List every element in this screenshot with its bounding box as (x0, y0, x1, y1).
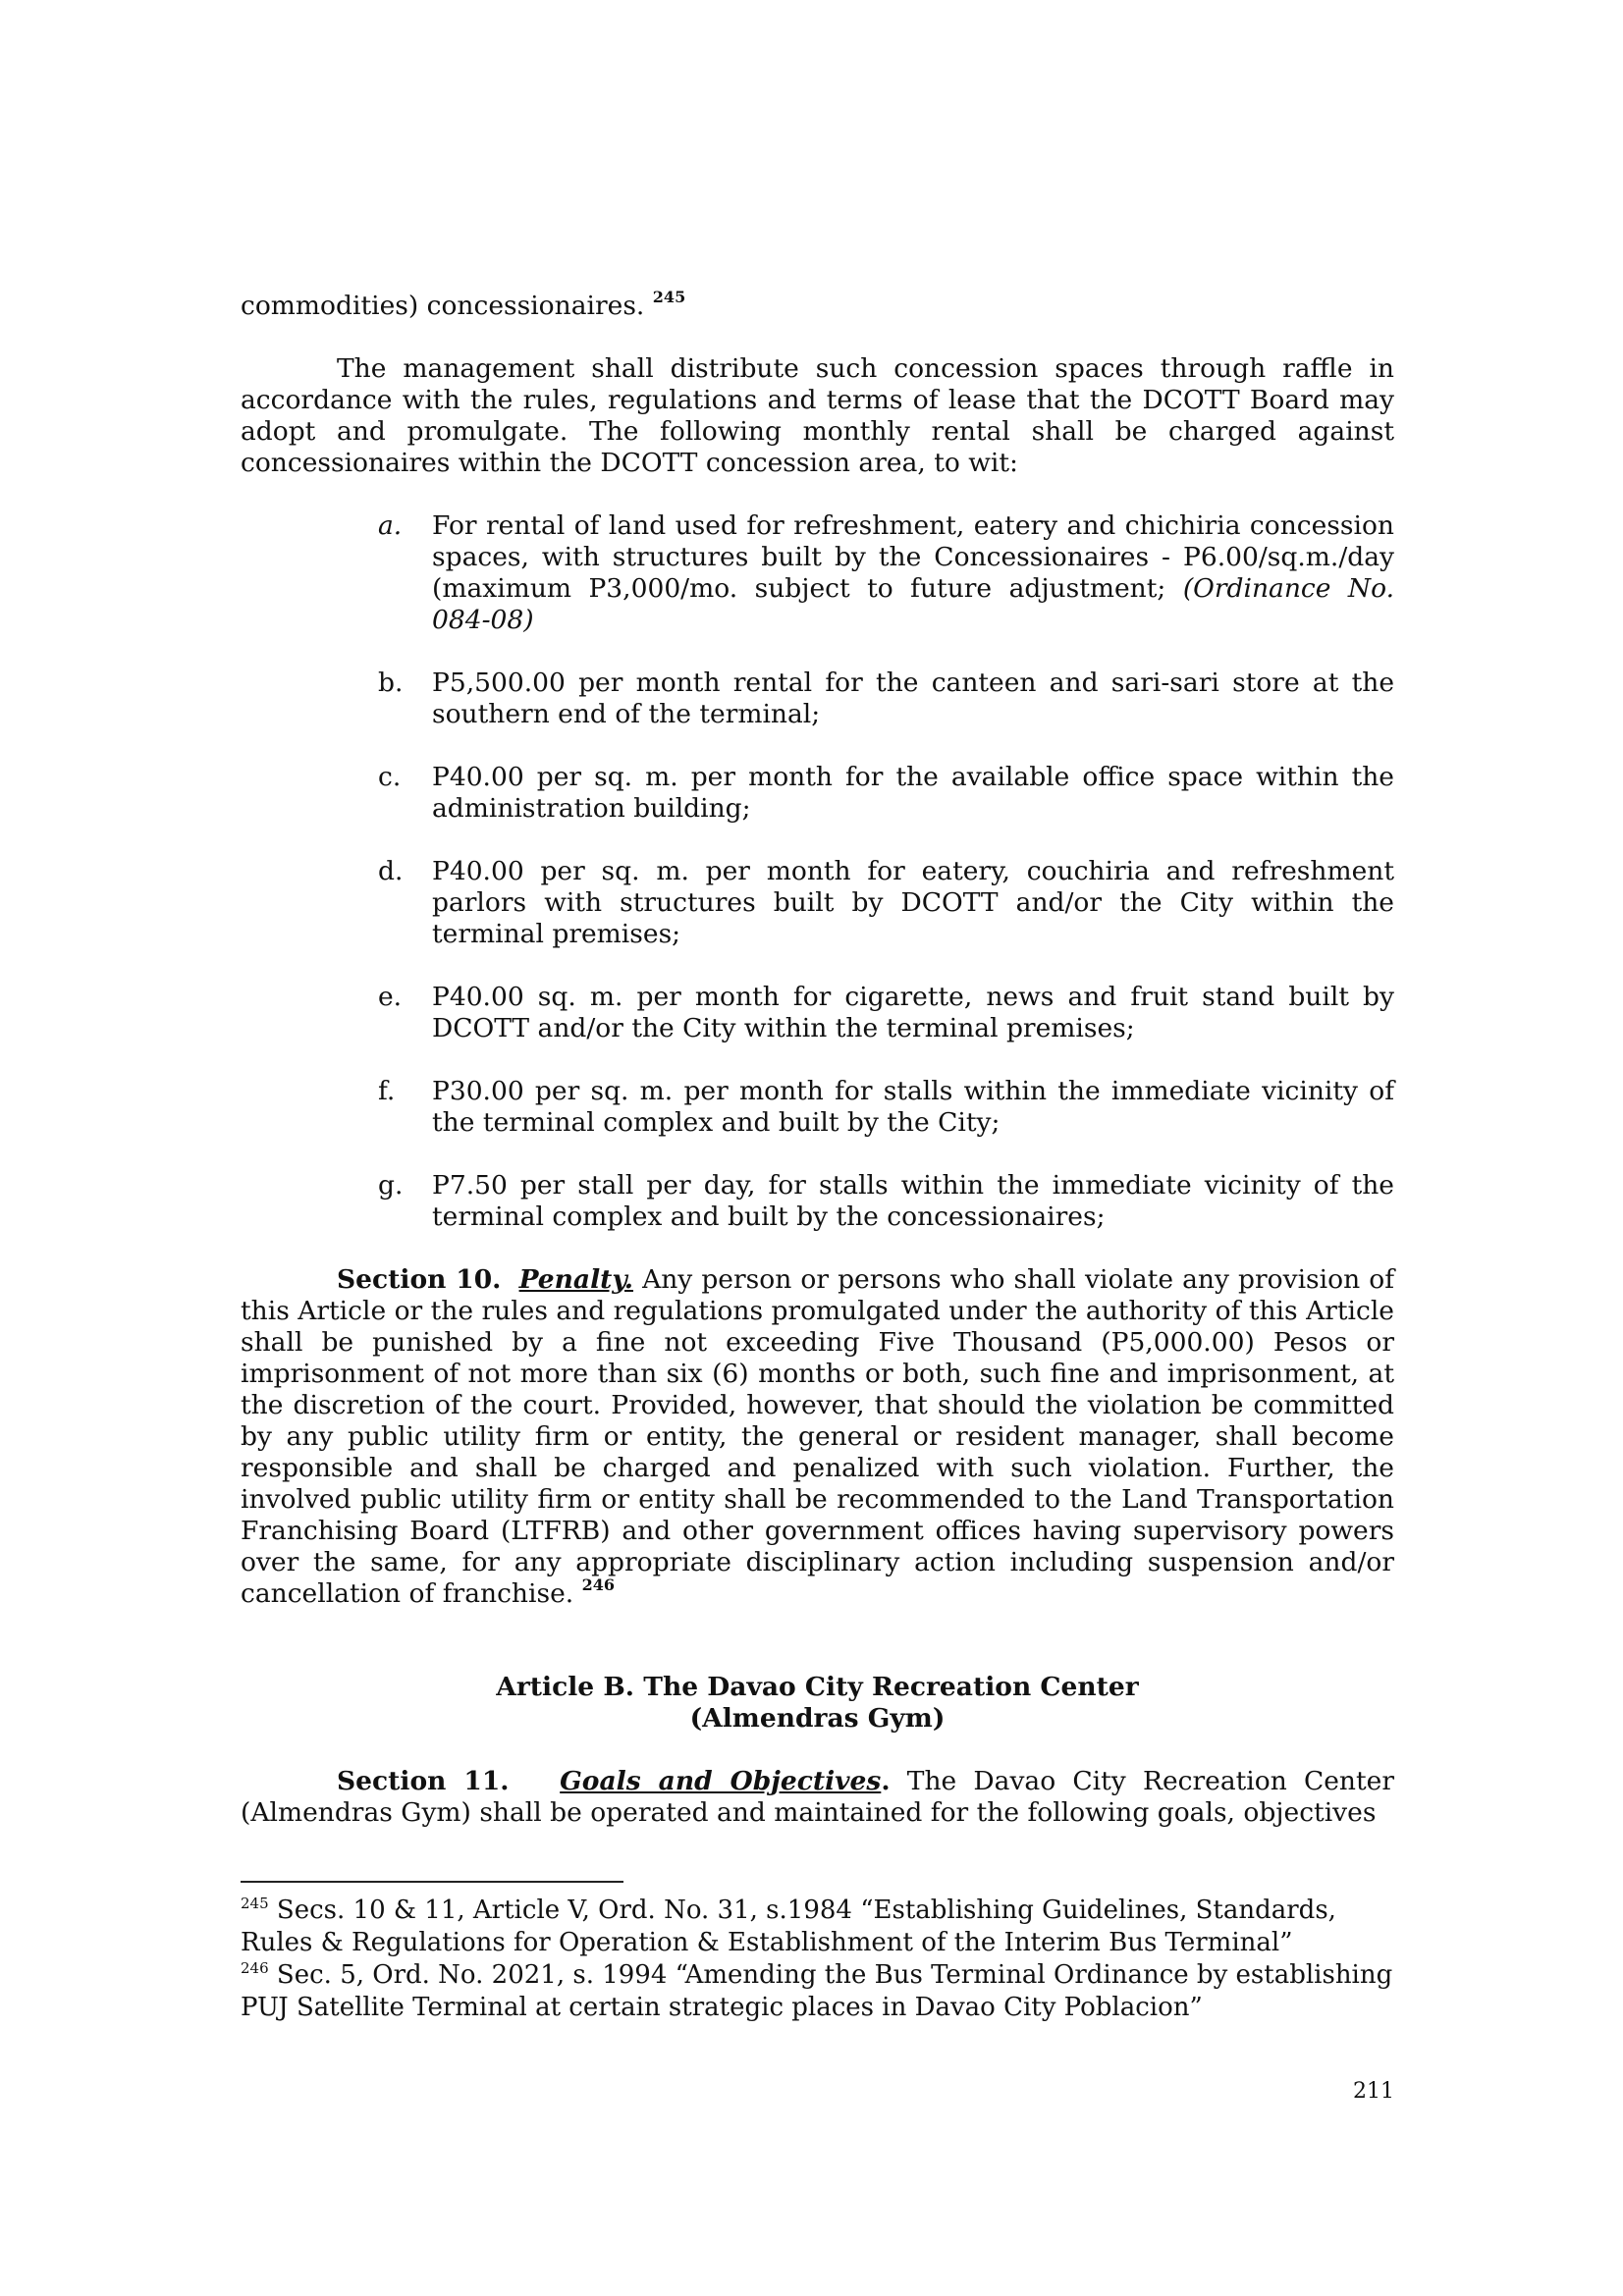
list-marker: a. (378, 510, 403, 541)
list-marker: b. (378, 667, 404, 698)
section-10 (241, 1264, 1394, 1610)
list-item-text: P7.50 per stall per day, for stalls within the immediate vicinity of the terminal complex and built by the concessionaires; (432, 1170, 1394, 1232)
intro-text: commodities) concessionaires. (241, 291, 645, 321)
ordinance-ref: (Ordinance No. 084-08) (432, 573, 1395, 635)
list-marker: e. (378, 982, 403, 1012)
footnote-text: Sec. 5, Ord. No. 2021, s. 1994 “Amending the Bus Terminal Ordinance by establishing PUJ Satellite Terminal at certain strategic places in Davao City Poblacion” (241, 1960, 1393, 2022)
footnotes (241, 1895, 1394, 2024)
page-number: 211 (1353, 2079, 1394, 2104)
list-item-text: P30.00 per sq. m. per month for stalls within the immediate vicinity of the terminal complex and built by the City; (432, 1076, 1394, 1138)
footnote-number: 246 (241, 1959, 269, 1977)
list-item-text: P40.00 per sq. m. per month for the available office space within the administration building; (432, 762, 1394, 824)
footnote (241, 1895, 1394, 1959)
section-label: Section 11. (337, 1766, 510, 1796)
paragraph-rental-intro (241, 353, 1394, 479)
list-marker: c. (378, 762, 402, 792)
footnote-divider (241, 1881, 623, 1883)
footnote (241, 1959, 1394, 2024)
article-subtitle: (Almendras Gym) (689, 1703, 946, 1734)
section-title: Penalty. (518, 1264, 633, 1295)
footnote-text: Secs. 10 & 11, Article V, Ord. No. 31, s.1984 “Establishing Guidelines, Standards, Rules & Regulations for Operation & Establishment of the Interim Bus Terminal” (241, 1896, 1336, 1957)
list-marker: f. (378, 1076, 396, 1106)
footnote-number: 245 (241, 1895, 269, 1912)
section-label: Section 10. (337, 1264, 502, 1295)
intro-line (241, 288, 1394, 322)
section-11: Section 11. Goals and Objectives. The Davao City Recreation Center (Almendras Gym) shall be operated and maintained for the following goals, objectives (241, 1766, 1395, 1828)
footnote-ref-246: 246 (581, 1575, 616, 1594)
list-item-text: P5,500.00 per month rental for the canteen and sari-sari store at the southern end of the terminal; (432, 667, 1394, 729)
list-item-text: P40.00 per sq. m. per month for eatery, couchiria and refreshment parlors with structures built by DCOTT and/or the City within the terminal premises; (432, 856, 1394, 949)
article-heading (241, 1672, 1394, 1735)
section-text: Any person or persons who shall violate any provision of this Article or the rules and regulations promulgated under the authority of this Article shall be punished by a fine not exceeding Five Thousand (P5,000.00) Pesos or imprisonment of not more than six (6) months or both, such fine and imprisonment, at the discretion of the court. Provided, however, that should the violation be committed by any public utility firm or entity, the general or resident manager, shall become responsible and shall be charged and penalized with such violation. Further, the involved public utility firm or entity shall be recommended to the Land Transportation Franchising Board (LTFRB) and other government offices having supervisory powers over the same, for any appropriate disciplinary action including suspension and/or cancellation of franchise. (241, 1264, 1395, 1609)
list-marker: g. (378, 1170, 404, 1201)
article-title: Article B. The Davao City Recreation Center (496, 1672, 1139, 1702)
section-text: The Davao City Recreation Center (Almendras Gym) shall be operated and maintained for the following goals, objectives (241, 1766, 1395, 1828)
list-item-text: P40.00 sq. m. per month for cigarette, news and fruit stand built by DCOTT and/or the City within the terminal premises; (432, 982, 1394, 1043)
list-item-text: For rental of land used for refreshment, eatery and chichiria concession spaces, with structures built by the Concessionaires - P6.00/sq.m./day (maximum P3,000/mo. subject to future adjustment; (432, 510, 1394, 604)
paragraph-text: The management shall distribute such concession spaces through raffle in accordance with the rules, regulations and terms of lease that the DCOTT Board may adopt and promulgate. The following monthly rental shall be charged against concessionaires within the DCOTT concession area, to wit: (241, 353, 1394, 478)
section-title: Goals and Objectives (560, 1766, 882, 1796)
rental-list (241, 510, 1394, 1237)
list-marker: d. (378, 856, 404, 886)
footnote-ref-245: 245 (652, 288, 686, 306)
